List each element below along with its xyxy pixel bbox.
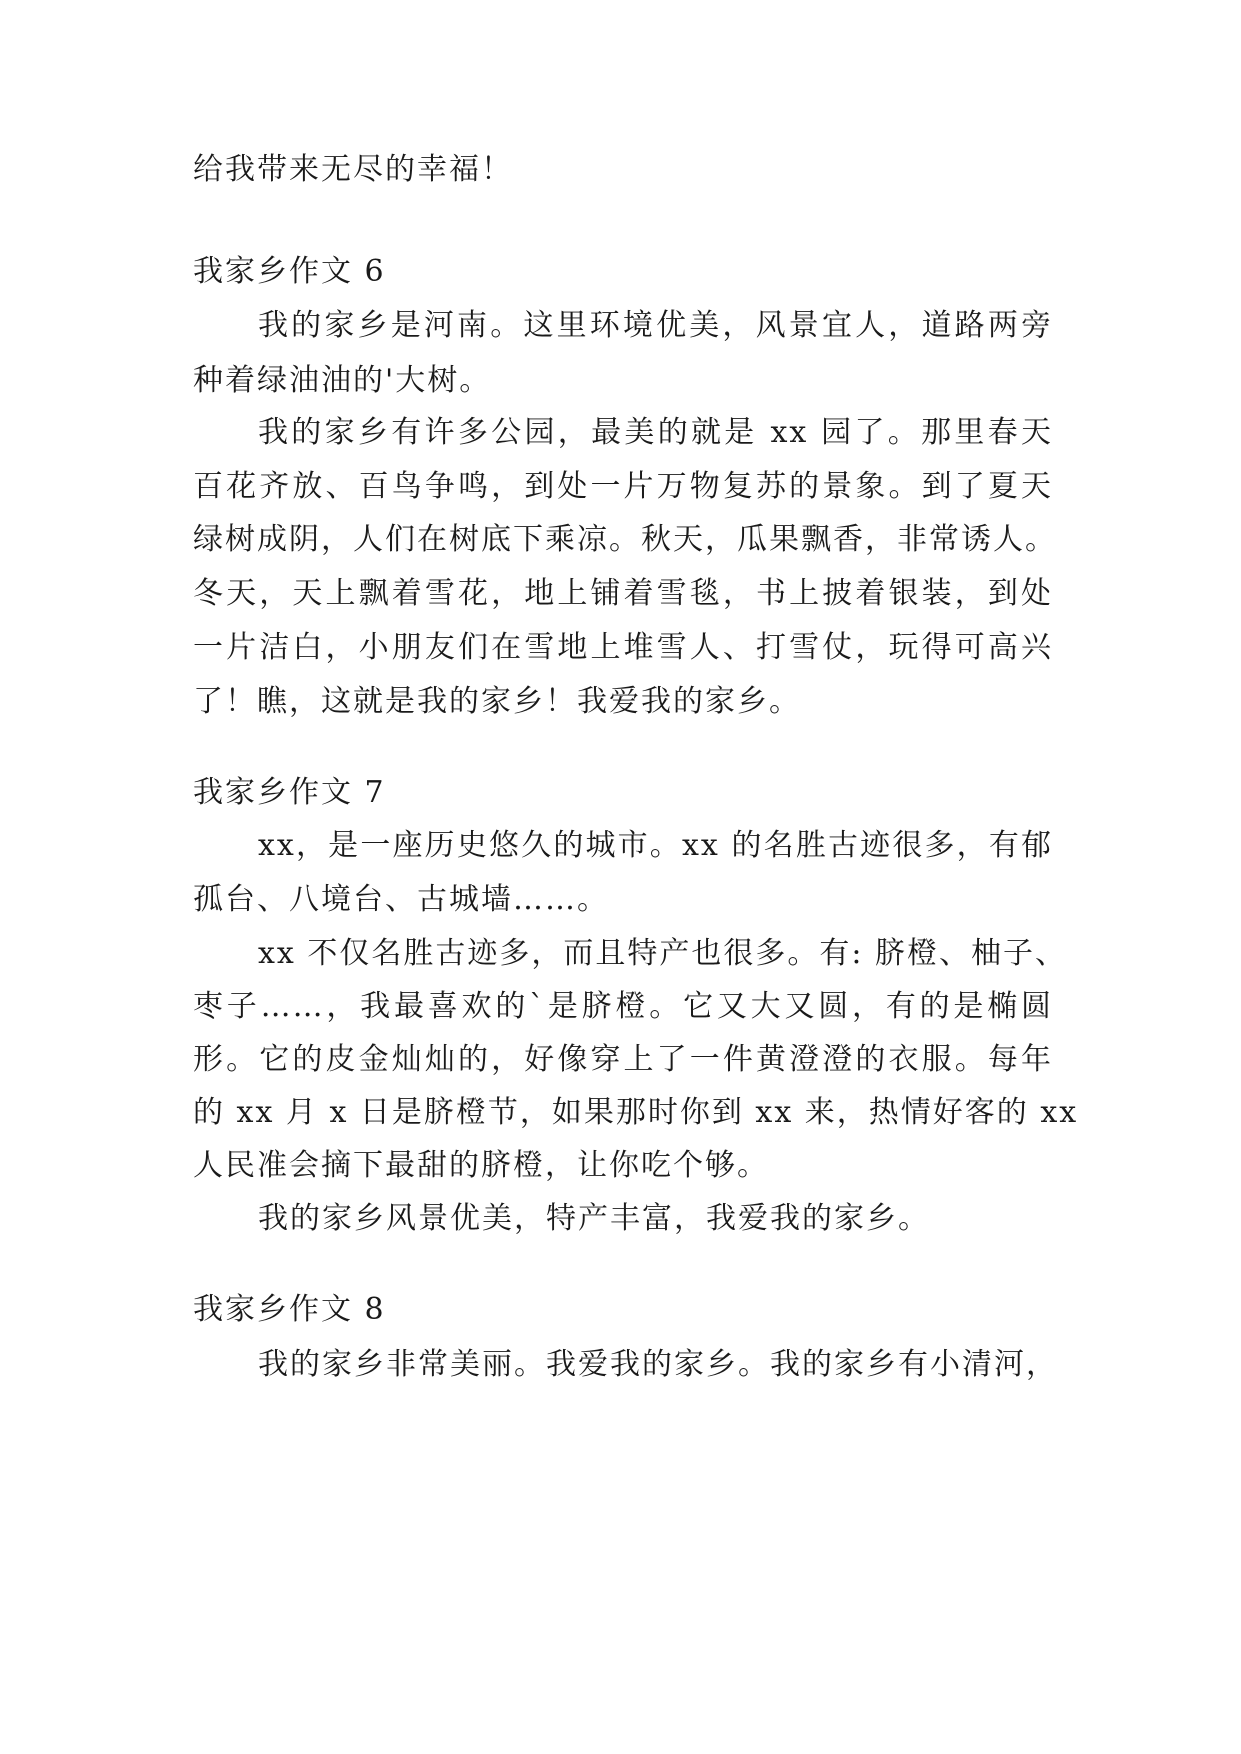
paragraph-line: 一片洁白，小朋友们在雪地上堆雪人、打雪仗，玩得可高兴: [193, 630, 1053, 665]
paragraph-line: 给我带来无尽的幸福！: [193, 152, 513, 187]
paragraph-line: 了！瞧，这就是我的家乡！我爱我的家乡。: [193, 684, 801, 719]
paragraph-line: xx 不仅名胜古迹多，而且特产也很多。有: 脐橙、柚子、: [258, 936, 1068, 971]
paragraph-line: 种着绿油油的'大树。: [193, 363, 492, 398]
paragraph-line: 冬天，天上飘着雪花，地上铺着雪毯，书上披着银装，到处: [193, 576, 1053, 611]
paragraph-line: 形。它的皮金灿灿的，好像穿上了一件黄澄澄的衣服。每年: [193, 1042, 1053, 1077]
paragraph-line: 枣子……，我最喜欢的`是脐橙。它又大又圆，有的是椭圆: [193, 989, 1053, 1024]
paragraph-line: 我的家乡有许多公园，最美的就是 xx 园了。那里春天: [258, 415, 1053, 450]
paragraph-line: 我的家乡非常美丽。我爱我的家乡。我的家乡有小清河，: [258, 1347, 1058, 1382]
paragraph-line: 孤台、八境台、古城墙……。: [193, 882, 609, 917]
section-heading: 我家乡作文 7: [193, 775, 386, 810]
paragraph-line: 绿树成阴，人们在树底下乘凉。秋天，瓜果飘香，非常诱人。: [193, 522, 1057, 557]
paragraph-line: 我的家乡风景优美，特产丰富，我爱我的家乡。: [258, 1201, 930, 1236]
paragraph-line: 我的家乡是河南。这里环境优美，风景宜人，道路两旁: [258, 308, 1053, 343]
section-heading: 我家乡作文 6: [193, 254, 386, 289]
section-heading: 我家乡作文 8: [193, 1292, 386, 1327]
paragraph-line: 的 xx 月 x 日是脐橙节，如果那时你到 xx 来，热情好客的 xx: [193, 1095, 1079, 1130]
paragraph-line: 人民准会摘下最甜的脐橙，让你吃个够。: [193, 1148, 769, 1183]
paragraph-line: xx，是一座历史悠久的城市。xx 的名胜古迹很多，有郁: [258, 828, 1053, 863]
paragraph-line: 百花齐放、百鸟争鸣，到处一片万物复苏的景象。到了夏天: [193, 469, 1053, 504]
